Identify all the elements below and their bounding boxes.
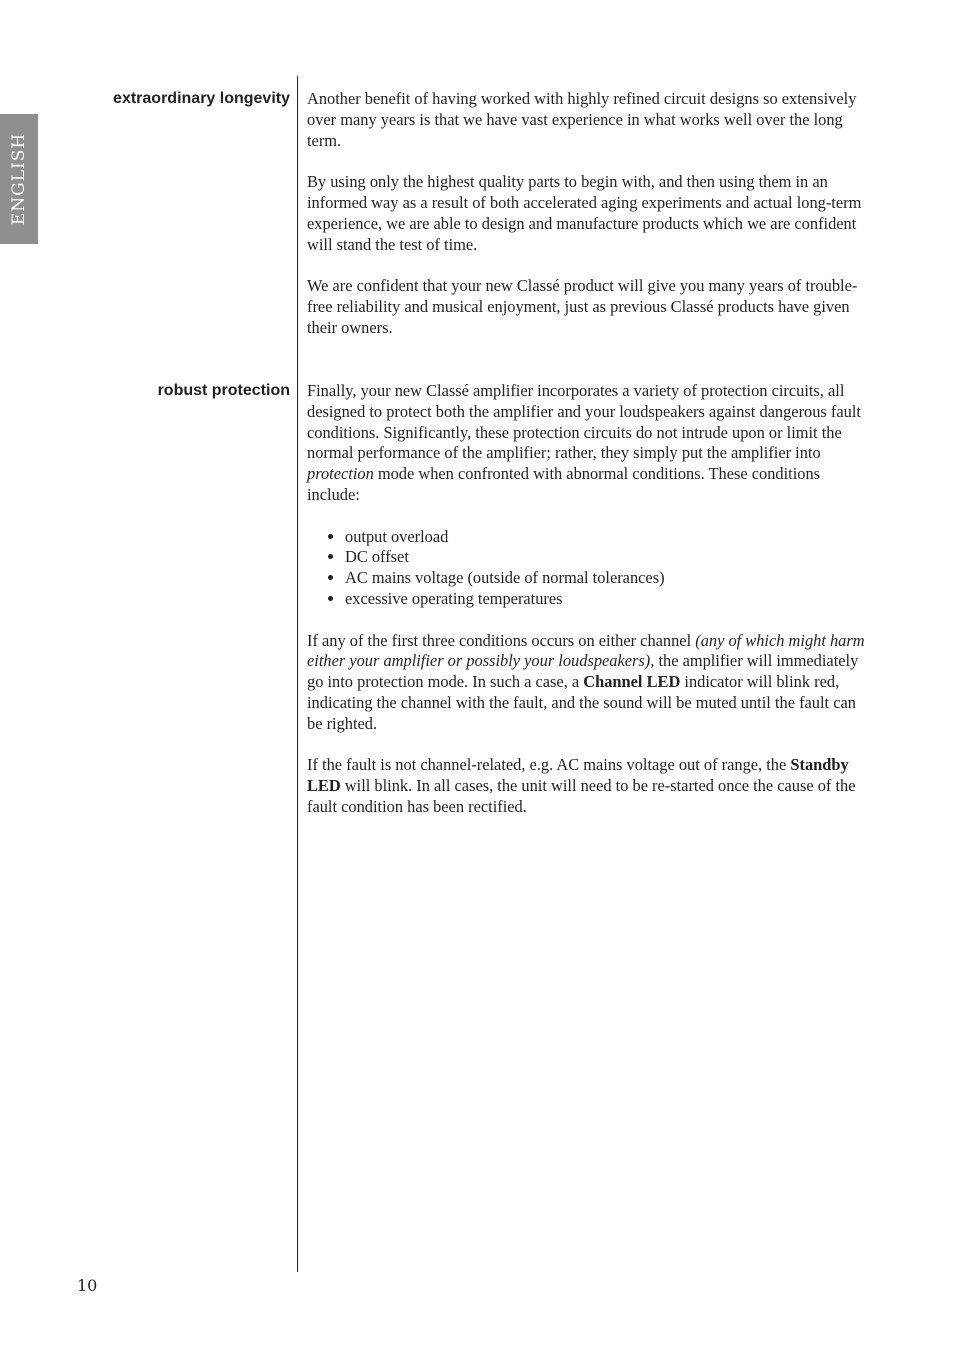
text-run: will blink. In all cases, the unit will need to be re-started once the cause of the fault condition has been rectified.	[307, 776, 856, 816]
paragraph: We are confident that your new Classé product will give you many years of trouble-free reliability and musical enjoyment, just as previous Classé products have given their owners.	[307, 276, 858, 337]
text-run: If any of the first three conditions occurs on either channel	[307, 630, 696, 650]
text-run: If the fault is not channel-related, e.g. AC mains voltage out of range, the	[307, 755, 791, 775]
standby-led-term: Standby LED	[307, 755, 849, 796]
section-heading-longevity: extraordinary longevity	[113, 90, 290, 107]
language-tab-label: ENGLISH	[9, 132, 29, 226]
section-body-longevity	[307, 89, 867, 359]
conditions-list	[307, 527, 867, 610]
list-item: • DC offset	[345, 547, 867, 568]
text-run: , the amplifier will immediately go into protection mode. In such a case, a	[307, 651, 859, 692]
text-run: Finally, your new Classé amplifier incorporates a variety of protection circuits, all designed to protect both the amplifier and your loudspeakers against dangerous fault conditions. Significantly, these protection circuits do not intrude upon or limit the normal performance of the amplifier; rather, they simply put the amplifier into	[307, 381, 861, 463]
section-body-protection	[307, 381, 867, 839]
paragraph-standby	[307, 755, 867, 817]
language-tab	[0, 114, 38, 244]
list-item: • AC mains voltage (outside of normal tolerances)	[345, 568, 867, 589]
channel-led-term: Channel LED	[583, 672, 681, 692]
paragraph: By using only the highest quality parts to begin with, and then using them in an informed way as a result of both accelerated aging experiments and actual long-term experience, we are able to design and manufacture products which we are confident will stand the test of time.	[307, 172, 862, 254]
list-item: • output overload	[345, 527, 867, 548]
paragraph-intro	[307, 381, 867, 506]
text-run: mode when confronted with abnormal conditions. These conditions include:	[307, 464, 821, 504]
paragraph: Another benefit of having worked with highly refined circuit designs so extensively over many years is that we have vast experience in what works well over the long term.	[307, 89, 857, 150]
list-item: • excessive operating temperatures	[345, 589, 867, 610]
emphasis-protection: protection	[307, 464, 374, 484]
section-heading-protection: robust protection	[157, 382, 290, 399]
text-run: indicator will blink red, indicating the channel with the fault, and the sound will be muted until the fault can be righted.	[307, 672, 856, 733]
column-divider	[297, 76, 298, 1272]
page-number: 10	[77, 1276, 98, 1295]
italic-note: (any of which might harm either your amplifier or possibly your loudspeakers)	[307, 630, 865, 671]
paragraph-channel	[307, 631, 867, 735]
